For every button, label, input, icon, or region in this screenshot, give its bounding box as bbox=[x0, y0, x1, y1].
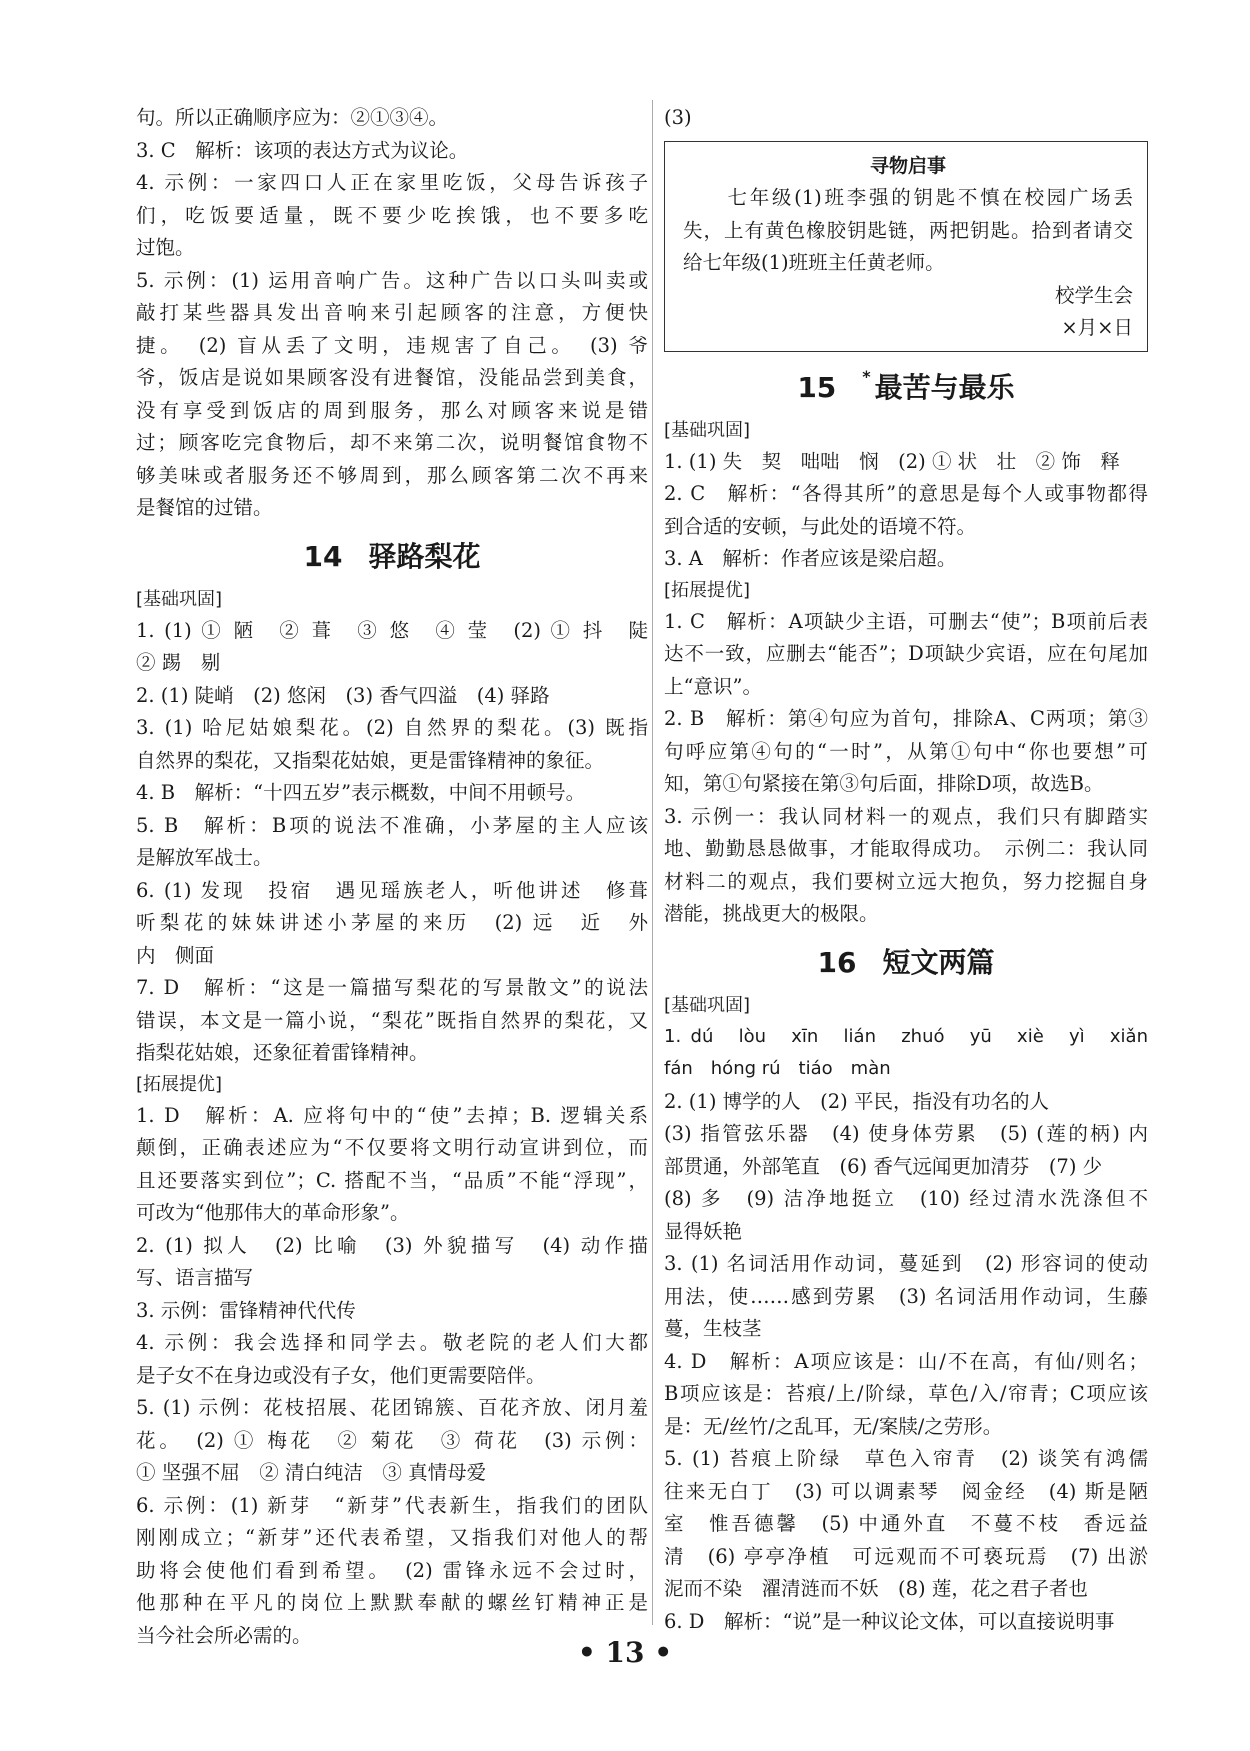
text-line: 2. (1) 陡峭 (2) 悠闲 (3) 香气四溢 (4) 驿路 bbox=[136, 683, 550, 707]
text-line: (8) 多 (9) 洁净地挺立 (10) 经过清水洗涤但不 bbox=[664, 1187, 1148, 1210]
text-line: 指梨花姑娘，还象征着雷锋精神。 bbox=[136, 1041, 429, 1064]
text-line: 助将会使他们看到希望。 (2) 雷锋永远不会过时， bbox=[136, 1558, 648, 1582]
text-line: 他那种在平凡的岗位上默默奉献的螺丝钉精神正是 bbox=[136, 1591, 648, 1614]
section-label-basic: [基础巩固] bbox=[664, 419, 751, 441]
text-line: 4. B 解析：“十四五岁”表示概数，中间不用顿号。 bbox=[136, 781, 586, 804]
text-line: 地、勤勤恳恳做事，才能取得成功。 示例二：我认同 bbox=[664, 837, 1148, 860]
text-line: B项应该是：苔痕/上/阶绿，草色/入/帘青；C项应该 bbox=[664, 1382, 1148, 1405]
text-line: 6. D 解析：“说”是一种议论文体，可以直接说明事 bbox=[664, 1609, 1115, 1633]
lesson-title: 最苦与最乐 bbox=[874, 370, 1015, 404]
text-line: 4. 示例：我会选择和同学去。敬老院的老人们大都 bbox=[136, 1331, 648, 1354]
text-line: 3. (1) 哈尼姑娘梨花。(2) 自然界的梨花。(3) 既指 bbox=[136, 716, 648, 739]
text-line: 听梨花的妹妹讲述小茅屋的来历 (2) 远 近 外 bbox=[136, 911, 648, 934]
notice-signature: 校学生会 bbox=[1054, 283, 1133, 307]
text-line: 3. (1) 名词活用作动词，蔓延到 (2) 形容词的使动 bbox=[664, 1252, 1148, 1275]
text-line: 5. (1) 示例：花枝招展、花团锦簇、百花齐放、闭月羞 bbox=[136, 1396, 648, 1419]
text-line: 5. B 解析：B项的说法不准确，小茅屋的主人应该 bbox=[136, 813, 648, 837]
text-line: 给七年级(1)班班主任黄老师。 bbox=[683, 251, 945, 274]
text-line: 用法，使……感到劳累 (3) 名词活用作动词，生藤 bbox=[664, 1284, 1148, 1308]
text-line: 花。 (2) ① 梅花 ② 菊花 ③ 荷花 (3) 示例： bbox=[136, 1428, 648, 1452]
text-line: 1. (1) 失 契 咄咄 悯 (2) ① 状 壮 ② 饰 释 bbox=[664, 449, 1120, 473]
notice-body bbox=[683, 182, 1133, 280]
text-line: 1. dú lòu xīn lián zhuó yū xiè yì xiǎn bbox=[664, 1025, 1148, 1047]
text-line: 是：无/丝竹/之乱耳，无/案牍/之劳形。 bbox=[664, 1414, 1003, 1438]
text-line: 上“意识”。 bbox=[664, 674, 762, 698]
text-line: 6. 示例：(1) 新芽 “新芽”代表新生，指我们的团队 bbox=[136, 1493, 648, 1517]
left-column bbox=[136, 102, 648, 1652]
text-line: 4. D 解析：A项应该是：山/不在高，有仙/则名； bbox=[664, 1349, 1148, 1373]
text-line: 达不一致，应删去“能否”；D项缺少宾语，应在句尾加 bbox=[664, 642, 1148, 665]
text-line: 5. (1) 苔痕上阶绿 草色入帘青 (2) 谈笑有鸿儒 bbox=[664, 1447, 1148, 1470]
text-line: 到合适的安顿，与此处的语境不符。 bbox=[664, 514, 977, 538]
text-line: 爷，饭店是说如果顾客没有进餐馆，没能品尝到美食， bbox=[136, 366, 648, 389]
text-line: fán hóng rú tiáo màn bbox=[664, 1058, 891, 1079]
text-line: (3) 指管弦乐器 (4) 使身体劳累 (5) (莲的柄) 内 bbox=[664, 1122, 1148, 1145]
text-line: 3. 示例一：我认同材料一的观点，我们只有脚踏实 bbox=[664, 804, 1148, 828]
text-line: 3. 示例：雷锋精神代代传 bbox=[136, 1298, 356, 1322]
text-line: 潜能，挑战更大的极限。 bbox=[664, 902, 879, 925]
basic-answers bbox=[664, 1086, 1148, 1639]
text-line: 1. (1) ① 陋 ② 葺 ③ 悠 ④ 莹 (2) ① 抖 陡 bbox=[136, 618, 648, 642]
text-line: 错误，本文是一篇小说，“梨花”既指自然界的梨花，又 bbox=[136, 1008, 648, 1032]
text-line: ② 踢 剔 bbox=[136, 651, 221, 674]
text-line: 捷。 (2) 盲从丢了文明，违规害了自己。 (3) 爷 bbox=[136, 333, 648, 357]
text-line: 句呼应第④句的“一时”，从第①句中“你也要想”可 bbox=[664, 739, 1148, 763]
lesson-number: 14 bbox=[303, 539, 343, 573]
text-line: 刚刚成立；“新芽”还代表希望，又指我们对他人的帮 bbox=[136, 1526, 648, 1549]
text-line: 清 (6) 亭亭净植 可远观而不可亵玩焉 (7) 出淤 bbox=[664, 1544, 1148, 1568]
section-label-extend: [拓展提优] bbox=[664, 579, 751, 601]
text-line: 1. C 解析：A项缺少主语，可删去“使”；B项前后表 bbox=[664, 609, 1148, 633]
section-label-basic: [基础巩固] bbox=[664, 994, 751, 1016]
answers-lesson-13-end bbox=[136, 102, 648, 525]
lost-item-notice bbox=[664, 141, 1148, 352]
text-line: 知，第①句紧接在第③句后面，排除D项，故选B。 bbox=[664, 772, 1104, 795]
lesson-title: 短文两篇 bbox=[882, 945, 995, 979]
text-line: 当今社会所必需的。 bbox=[136, 1623, 312, 1647]
lesson-title: 驿路梨花 bbox=[368, 539, 481, 573]
notice-label: (3) bbox=[664, 106, 692, 129]
notice-date: ×月×日 bbox=[1061, 316, 1133, 339]
text-line: 过饱。 bbox=[136, 236, 195, 259]
text-line: 1. D 解析：A. 应将句中的“使”去掉；B. 逻辑关系 bbox=[136, 1103, 648, 1127]
text-line: 敲打某些器具发出音响来引起顾客的注意，方便快 bbox=[136, 301, 648, 324]
text-line: 失，上有黄色橡胶钥匙链，两把钥匙。拾到者请交 bbox=[683, 218, 1133, 242]
text-line: 写、语言描写 bbox=[136, 1266, 254, 1289]
page-number: • 13 • bbox=[577, 1636, 673, 1669]
lesson-14-heading bbox=[136, 531, 648, 583]
text-line: 泥而不染 濯清涟而不妖 (8) 莲，花之君子者也 bbox=[664, 1577, 1088, 1600]
text-line: 且还要落实到位”；C. 搭配不当，“品质”不能“浮现”， bbox=[136, 1168, 648, 1192]
text-line: 5. 示例：(1) 运用音响广告。这种广告以口头叫卖或 bbox=[136, 268, 648, 292]
text-line: ① 坚强不屈 ② 清白纯洁 ③ 真情母爱 bbox=[136, 1461, 487, 1484]
text-line: 是子女不在身边或没有子女，他们更需要陪伴。 bbox=[136, 1363, 546, 1387]
text-line: 够美味或者服务还不够周到，那么顾客第二次不再来 bbox=[136, 463, 648, 487]
text-line: 4. 示例：一家四口人正在家里吃饭，父母告诉孩子 bbox=[136, 171, 648, 194]
basic-answers bbox=[664, 446, 1148, 576]
text-line: 材料二的观点，我们要树立远大抱负，努力挖掘自身 bbox=[664, 869, 1148, 893]
text-line: 自然界的梨花，又指梨花姑娘，更是雷锋精神的象征。 bbox=[136, 748, 605, 772]
right-column bbox=[664, 102, 1148, 1638]
extend-answers bbox=[664, 606, 1148, 931]
text-line: 没有享受到饭店的周到服务，那么对顾客来说是错 bbox=[136, 398, 648, 422]
text-line: 2. (1) 博学的人 (2) 平民，指没有功名的人 bbox=[664, 1089, 1049, 1113]
notice-title: 寻物启事 bbox=[869, 154, 946, 177]
optional-lesson-star: * bbox=[862, 366, 871, 386]
lesson-number: 15 bbox=[797, 370, 837, 404]
text-line: 2. (1) 拟人 (2) 比喻 (3) 外貌描写 (4) 动作描 bbox=[136, 1233, 648, 1257]
text-line: 往来无白丁 (3) 可以调素琴 阅金经 (4) 斯是陋 bbox=[664, 1479, 1148, 1503]
text-line: 们，吃饭要适量，既不要少吃挨饿，也不要多吃 bbox=[136, 203, 648, 227]
text-line: 室 惟吾德馨 (5) 中通外直 不蔓不枝 香远益 bbox=[664, 1512, 1148, 1535]
lesson-number: 16 bbox=[817, 945, 857, 979]
text-line: 6. (1) 发现 投宿 遇见瑶族老人，听他讲述 修葺 bbox=[136, 878, 648, 902]
text-line: 3. C 解析：该项的表达方式为议论。 bbox=[136, 138, 469, 162]
text-line: 内 侧面 bbox=[136, 943, 215, 967]
text-line: 过；顾客吃完食物后，却不来第二次，说明餐馆食物不 bbox=[136, 431, 648, 454]
section-label-extend: [拓展提优] bbox=[136, 1073, 223, 1095]
text-line: 3. A 解析：作者应该是梁启超。 bbox=[664, 547, 957, 570]
text-line: 可改为“他那伟大的革命形象”。 bbox=[136, 1201, 410, 1224]
text-line: 是解放军战士。 bbox=[136, 846, 273, 869]
text-line: 是餐馆的过错。 bbox=[136, 496, 273, 519]
text-line: 颠倒，正确表述应为“不仅要将文明行动宣讲到位，而 bbox=[136, 1136, 648, 1159]
text-line: 2. B 解析：第④句应为首句，排除A、C两项；第③ bbox=[664, 707, 1148, 730]
text-line: 部贯通，外部笔直 (6) 香气远闻更加清芬 (7) 少 bbox=[664, 1154, 1103, 1178]
text-line: 2. C 解析：“各得其所”的意思是每个人或事物都得 bbox=[664, 482, 1148, 505]
extend-answers bbox=[136, 1100, 648, 1653]
text-line: 蔓，生枝茎 bbox=[664, 1317, 762, 1340]
pinyin-answers bbox=[664, 1021, 1148, 1086]
text-line: 句。所以正确顺序应为：②①③④。 bbox=[136, 106, 449, 129]
lesson-16-heading bbox=[664, 937, 1148, 989]
column-divider bbox=[652, 100, 653, 1625]
text-line: 显得妖艳 bbox=[664, 1219, 743, 1243]
basic-answers bbox=[136, 615, 648, 1070]
text-line: 七年级(1)班李强的钥匙不慎在校园广场丢 bbox=[683, 186, 1133, 209]
section-label-basic: [基础巩固] bbox=[136, 588, 223, 610]
text-line: 7. D 解析：“这是一篇描写梨花的写景散文”的说法 bbox=[136, 976, 648, 999]
lesson-15-heading bbox=[664, 362, 1148, 414]
